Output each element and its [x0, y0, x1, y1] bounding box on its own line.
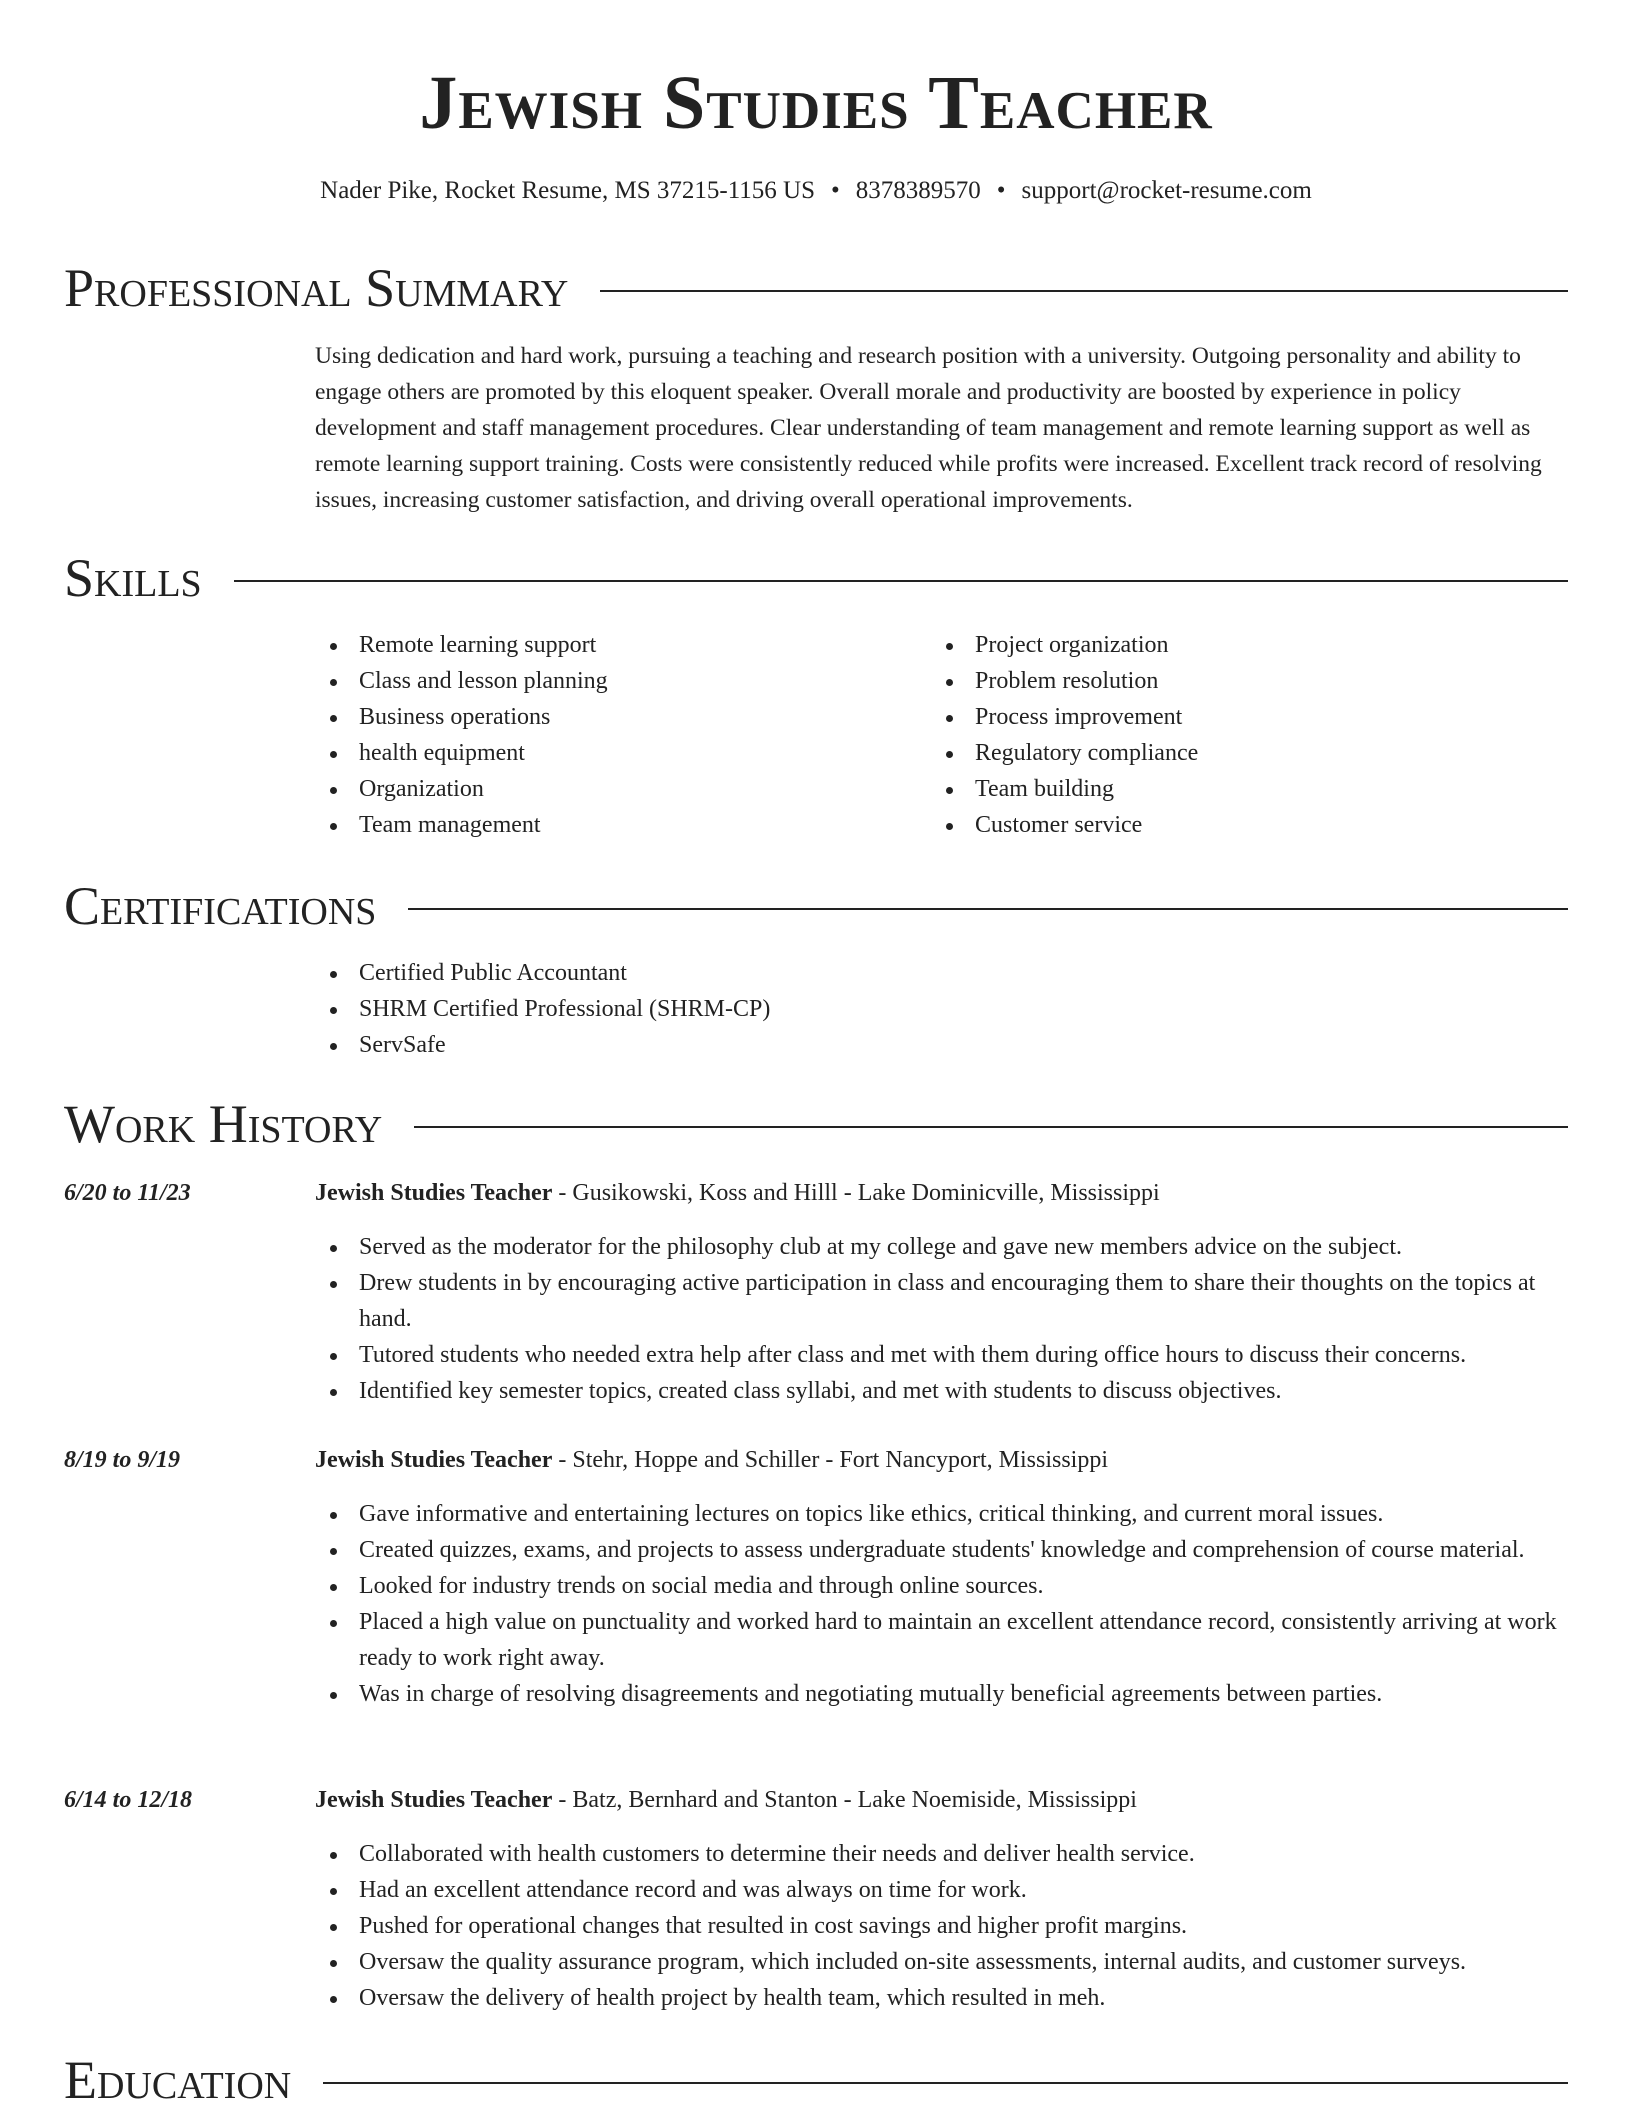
job-dates: 8/19 to 9/19	[64, 1447, 181, 1473]
job-duty: Created quizzes, exams, and projects to assess undergraduate students' knowledge and comprehension of course material.	[315, 1532, 1570, 1568]
section-divider	[234, 580, 1568, 582]
job-duty: Drew students in by encouraging active participation in class and encouraging them to share their thoughts on the topics at hand.	[315, 1265, 1570, 1337]
skill-item: health equipment	[315, 735, 915, 771]
skill-item: Customer service	[931, 807, 1531, 843]
section-title-skills: Skills	[64, 548, 202, 608]
job-duty: Placed a high value on punctuality and worked hard to maintain an excellent attendance record, consistently arriving at work ready to work right away.	[315, 1604, 1570, 1676]
job-duty: Served as the moderator for the philosophy club at my college and gave new members advice on the subject.	[315, 1229, 1570, 1265]
job-duty: Tutored students who needed extra help after class and met with them during office hours to discuss their concerns.	[315, 1337, 1570, 1373]
section-divider	[414, 1126, 1568, 1128]
contact-line	[0, 174, 1632, 208]
job-employer-location: - Stehr, Hoppe and Schiller - Fort Nancyport, Mississippi	[552, 1447, 1109, 1473]
certification-item: SHRM Certified Professional (SHRM-CP)	[315, 991, 1315, 1027]
job-employer-location: - Batz, Bernhard and Stanton - Lake Noemiside, Mississippi	[552, 1787, 1137, 1813]
contact-separator: •	[996, 177, 1006, 204]
job-duty: Oversaw the delivery of health project by health team, which resulted in meh.	[315, 1980, 1570, 2016]
job-heading	[315, 1442, 1570, 1478]
section-title-certifications: Certifications	[64, 876, 377, 936]
contact-email: support@rocket-resume.com	[1021, 177, 1312, 204]
job-role: Jewish Studies Teacher	[315, 1447, 553, 1473]
section-title-work-history: Work History	[64, 1094, 383, 1154]
job-duties-list	[315, 1836, 1570, 2016]
certification-item: ServSafe	[315, 1027, 1315, 1063]
job-duties-list	[315, 1496, 1570, 1712]
section-divider	[408, 908, 1568, 910]
job-duty: Oversaw the quality assurance program, which included on-site assessments, internal audits, and customer surveys.	[315, 1944, 1570, 1980]
section-header-skills	[64, 546, 1568, 610]
section-title-education: Education	[64, 2050, 292, 2110]
job-dates: 6/20 to 11/23	[64, 1180, 191, 1206]
skill-item: Project organization	[931, 627, 1531, 663]
skill-item: Class and lesson planning	[315, 663, 915, 699]
skill-item: Remote learning support	[315, 627, 915, 663]
job-heading	[315, 1175, 1570, 1211]
job-duty: Gave informative and entertaining lectures on topics like ethics, critical thinking, and current moral issues.	[315, 1496, 1570, 1532]
skills-list-right	[931, 627, 1531, 843]
contact-separator: •	[831, 177, 840, 204]
job-duty: Identified key semester topics, created class syllabi, and met with students to discuss objectives.	[315, 1373, 1570, 1409]
section-header-education	[64, 2048, 1568, 2112]
skill-item: Regulatory compliance	[931, 735, 1531, 771]
section-header-summary	[64, 256, 1568, 320]
job-duty: Had an excellent attendance record and was always on time for work.	[315, 1872, 1570, 1908]
certifications-list	[315, 955, 1315, 1063]
job-role: Jewish Studies Teacher	[315, 1180, 553, 1206]
skill-item: Business operations	[315, 699, 915, 735]
job-dates: 6/14 to 12/18	[64, 1787, 193, 1813]
contact-phone: 8378389570	[855, 177, 981, 204]
section-divider	[600, 290, 1568, 292]
job-duty: Collaborated with health customers to determine their needs and deliver health service.	[315, 1836, 1570, 1872]
skills-list-left	[315, 627, 915, 843]
job-role: Jewish Studies Teacher	[315, 1787, 553, 1813]
section-title-summary: Professional Summary	[64, 258, 569, 318]
section-divider	[323, 2082, 1568, 2084]
skill-item: Team building	[931, 771, 1531, 807]
job-duty: Pushed for operational changes that resulted in cost savings and higher profit margins.	[315, 1908, 1570, 1944]
job-duty: Looked for industry trends on social media and through online sources.	[315, 1568, 1570, 1604]
resume-title: Jewish Studies Teacher	[419, 61, 1213, 145]
job-duties-list	[315, 1229, 1570, 1409]
section-header-certifications	[64, 874, 1568, 938]
skill-item: Problem resolution	[931, 663, 1531, 699]
skill-item: Process improvement	[931, 699, 1531, 735]
section-header-work-history	[64, 1092, 1568, 1156]
skill-item: Team management	[315, 807, 915, 843]
contact-address: Nader Pike, Rocket Resume, MS 37215-1156 US	[320, 177, 816, 204]
job-duty: Was in charge of resolving disagreements and negotiating mutually beneficial agreements between parties.	[315, 1676, 1570, 1712]
job-heading	[315, 1782, 1570, 1818]
job-employer-location: - Gusikowski, Koss and Hilll - Lake Dominicville, Mississippi	[552, 1180, 1160, 1206]
skill-item: Organization	[315, 771, 915, 807]
summary-text: Using dedication and hard work, pursuing a teaching and research position with a university. Outgoing personality and ability to engage others are promoted by this eloquent speaker. Overall morale and productivity are boosted by experience in policy development and staff management procedures. Clear understanding of team management and remote learning support as well as remote learning support training. Costs were consistently reduced while profits were increased. Excellent track record of resolving issues, increasing customer satisfaction, and driving overall operational improvements.	[315, 343, 1542, 513]
certification-item: Certified Public Accountant	[315, 955, 1315, 991]
